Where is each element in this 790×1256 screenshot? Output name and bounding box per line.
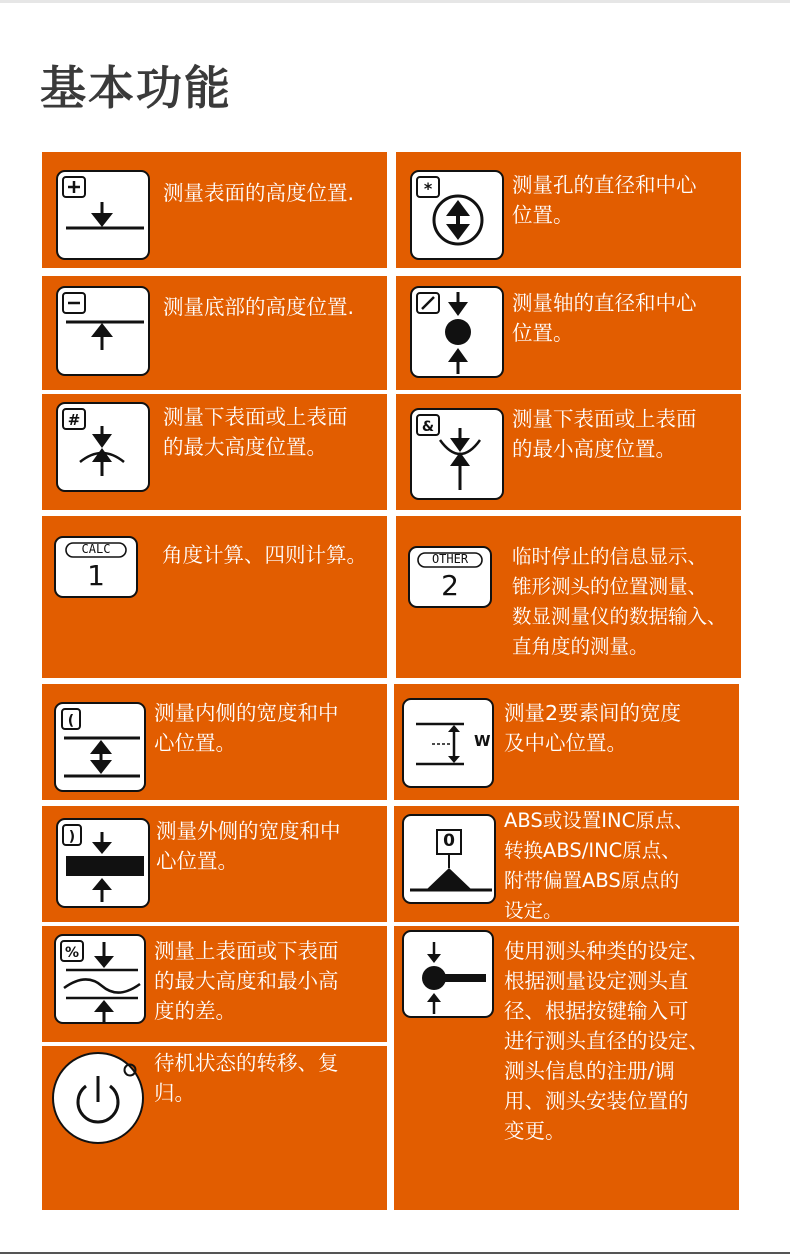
- feature-text: 进行测头直径的设定、: [504, 1029, 709, 1053]
- feature-cell-two-element-width: [394, 684, 739, 800]
- feature-text: 的最大高度和最小高: [154, 969, 339, 993]
- hash-max-height-icon: [56, 402, 150, 492]
- feature-cell-height-diff: [42, 926, 387, 1042]
- feature-cell-other: [396, 516, 741, 678]
- svg-text:&: &: [421, 419, 435, 435]
- feature-text: 数显测量仪的数据输入、: [512, 605, 727, 628]
- feature-text: 使用测头种类的设定、: [504, 939, 709, 963]
- ampersand-min-height-icon: [410, 408, 504, 500]
- star-hole-icon: [410, 170, 504, 260]
- inner-width-icon: [54, 702, 146, 792]
- feature-text: 测量内侧的宽度和中: [154, 701, 339, 725]
- calc-key-number: 1: [87, 559, 105, 592]
- feature-text: 测量孔的直径和中心: [512, 173, 697, 197]
- outer-width-icon: [56, 818, 150, 908]
- power-icon: [52, 1052, 144, 1144]
- top-divider: [0, 0, 790, 3]
- feature-text: 测头信息的注册/调: [504, 1059, 675, 1083]
- feature-cell-standby: [42, 1046, 387, 1210]
- feature-text: 径、根据按键输入可: [504, 999, 689, 1023]
- feature-text: 测量下表面或上表面: [163, 405, 348, 429]
- calc-key-icon: [54, 536, 138, 598]
- feature-text: 用、测头安装位置的: [504, 1089, 689, 1113]
- calc-key-label: CALC: [81, 542, 111, 556]
- other-key-label: OTHER: [431, 552, 469, 566]
- svg-text:*: *: [423, 179, 433, 198]
- bottom-divider: [0, 1252, 790, 1254]
- feature-text: 位置。: [512, 321, 574, 345]
- feature-text: ABS或设置INC原点、: [504, 809, 694, 832]
- other-key-icon: [408, 546, 492, 608]
- page-title: 基本功能: [40, 61, 232, 115]
- feature-cell-bottom-height: [42, 276, 387, 390]
- feature-cell-shaft-diameter: [396, 276, 741, 390]
- two-element-width-icon: [402, 698, 494, 788]
- feature-cell-surface-height: [42, 152, 387, 268]
- feature-text: 待机状态的转移、复: [154, 1051, 339, 1075]
- svg-text:(: (: [67, 713, 75, 729]
- feature-text: 度的差。: [154, 999, 236, 1023]
- feature-text: 测量上表面或下表面: [154, 939, 339, 963]
- feature-text: 设定。: [504, 899, 563, 922]
- feature-text: 的最小高度位置。: [512, 437, 676, 461]
- feature-text: 变更。: [504, 1119, 566, 1143]
- feature-text: 测量底部的高度位置.: [163, 295, 355, 319]
- feature-cell-max-height: [42, 394, 387, 510]
- feature-text: 临时停止的信息显示、: [512, 545, 708, 568]
- feature-text: 根据测量设定测头直: [504, 969, 689, 993]
- feature-text: 测量下表面或上表面: [512, 407, 697, 431]
- width-letter: W: [474, 732, 491, 750]
- feature-text: 测量外侧的宽度和中: [156, 819, 341, 843]
- zero-letter: 0: [443, 831, 455, 851]
- feature-text: 附带偏置ABS原点的: [504, 869, 680, 892]
- svg-text:): ): [68, 829, 76, 845]
- feature-text: 心位置。: [154, 731, 236, 755]
- feature-cell-calc: [42, 516, 387, 678]
- feature-cell-hole-diameter: [396, 152, 741, 268]
- feature-cell-inner-width: [42, 684, 387, 800]
- feature-cell-probe-settings: [394, 926, 739, 1210]
- feature-text: 测量2要素间的宽度: [504, 701, 682, 725]
- minus-bottom-icon: [56, 286, 150, 376]
- feature-text: 及中心位置。: [504, 731, 627, 755]
- slash-shaft-icon: [410, 286, 504, 378]
- feature-text: 位置。: [512, 203, 574, 227]
- feature-text: 的最大高度位置。: [163, 435, 327, 459]
- other-key-number: 2: [441, 569, 459, 602]
- feature-text: 直角度的测量。: [512, 635, 649, 658]
- feature-cell-origin: [394, 806, 739, 922]
- feature-text: 锥形测头的位置测量、: [512, 575, 708, 598]
- feature-text: 心位置。: [156, 849, 238, 873]
- feature-cell-min-height: [396, 394, 741, 510]
- probe-setting-icon: [402, 930, 494, 1018]
- zero-origin-icon: [402, 814, 496, 904]
- feature-text: 测量轴的直径和中心: [512, 291, 697, 315]
- feature-text: 测量表面的高度位置.: [163, 181, 355, 205]
- svg-text:%: %: [64, 945, 80, 961]
- feature-cell-outer-width: [42, 806, 387, 922]
- feature-text: 归。: [154, 1081, 195, 1105]
- percent-height-diff-icon: [54, 934, 146, 1024]
- feature-text: 角度计算、四则计算。: [162, 543, 367, 567]
- svg-text:#: #: [67, 411, 81, 429]
- plus-surface-icon: [56, 170, 150, 260]
- feature-text: 转换ABS/INC原点、: [504, 839, 681, 862]
